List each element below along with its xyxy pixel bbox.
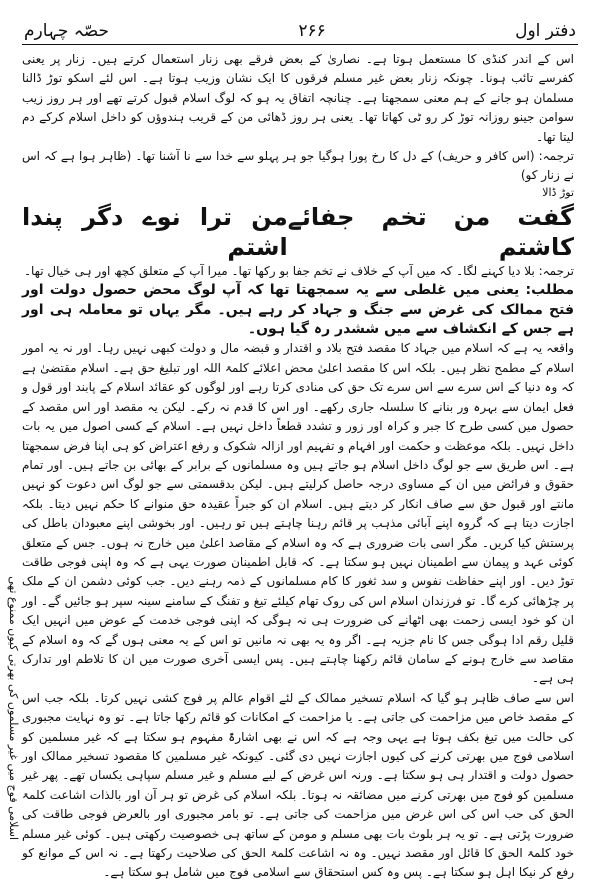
matlab-paragraph: مطلب: یعنی میں غلطی سے یہ سمجھتا تھا کہ آپ لوگ محض حصول دولت اور فتح ممالک کی غرض سے جنگ و جہاد کر رہے ہیں۔ مگر یہاں تو معاملہ ہی اور ہے جس کے انکشاف سے میں ششدر رہ گیا ہوں۔ (22, 282, 574, 338)
margin-note (2, 455, 22, 840)
margin-note-text: اسلامی فوج میں غیر مسلموں کی بھرتی کیوں ممنوع تھی (7, 576, 20, 840)
translation-1: ترجمہ: (اس کافر و حریف) کے دل کا رخ پورا ہوگیا جو ہر پہلو سے خدا سے نا آشنا تھا۔ (ظاہر ہوا ہے کہ اس نے زنار کو) (22, 149, 574, 183)
intro-paragraph: اس کے اندر کنڈی کا مستعمل ہوتا ہے۔ نصاریٰ کے بعض فرقے بھی زنار استعمال کرتے ہیں۔ زنار پر یعنی کفرسے تائب ہونا۔ چونکہ زنار بعض غیر مسلم فرقوں کا ایک نشان وزیب ہوتا ہے۔ اس لئے اسکو توڑ ڈالنا مسلمان ہو جانے کے ہم معنی سمجھتا ہے۔ چنانچہ اتفاق یہ ہو کہ لوگ اسلام قبول کرتے تھے اور ہر روز زیب سوامن جینو روزانہ توڑ کر رو ٹی کھاتا تھا۔ یعنی ہر روز ڈھائی من کے قریب ہندوؤں کو داخل اسلام کرکے دم لیتا تھا۔ (22, 52, 574, 144)
page-header (22, 14, 578, 45)
header-volume: دفتر اول (515, 21, 576, 41)
persian-verse (22, 202, 574, 262)
page-number: ۲۶۶ (298, 21, 326, 41)
body-paragraph-1: واقعہ یہ ہے کہ اسلام میں جہاد کا مقصد فتح بلاد و اقتدار و قبضہ مال و دولت کبھی نہیں رہا۔ اور نہ یہ امور اسلام کے مطمح نظر ہیں۔ بلکہ اس کا مقصد اعلیٰ محض اعلائے کلمۃ اللہ اور تبلیغ حق ہے۔ اسلام مقتضیٰ ہے کہ وہ دنیا کے اس سرے سے اس سرے تک حق کی منادی کرتا رہے اور لوگوں کو عقائد اسلام کے پابند اور قول و فعل ایمان سے بہرہ ور بنانے کا سلسلہ جاری رکھے۔ اور اس کا قدم نہ رکے۔ لیکن یہ مقصد اور اس مقصد کے حصول میں کسی طرح کا جبر و کراہ اور زور و تشدد قطعاً داخل نہیں ہے۔ اسلام کے کسی اصول میں یہ بات داخل نہیں۔ بلکہ موعظت و حکمت اور افہام و تفہیم اور ازالہ شکوک و رفع اعتراض کو ہی اپنا فرض سمجھتا ہے۔ اس طریق سے جو لوگ داخل اسلام ہو جاتے ہیں وہ مسلمانوں کے برابر کے بھائی بن جاتے ہیں۔ اور تمام حقوق و فرائض میں ان کے مساوی درجہ حاصل کرلیتے ہیں۔ لیکن بدقسمتی سے جو لوگ اس دعوت کو نہیں مانتے اور قبول حق سے صاف انکار کر دیتے ہیں۔ اسلام ان کو جبراً عقیدہ حق منوانے کا حکم نہیں دیتا۔ بلکہ اجازت دیتا ہے کہ گروہ اپنے آبائی مذہب پر قائم رہنا چاہتے ہیں تو رہیں۔ اور بخوشی اپنے معبودان باطل کی پرستش کیا کریں۔ مگر اسی بات ضروری ہے کہ وہ اسلام کے مقاصد اعلیٰ میں خارج نہ ہوں۔ جس کے متعلق کوئی عہد و پیمان سے اطمینان نہیں ہو سکتا ہے۔ کہ قابل اطمینان صورت یہی ہے کہ وہ اپنی فوجی طاقت توڑ دیں۔ اور اپنے حفاظت نفوس و سد ثغور کا کام مسلمانوں کے ذمہ رہنے دیں۔ جب کوئی دشمن ان کے ملک پر چڑھائی کرے گا۔ تو فرزندان اسلام اس کی روک تھام کیلئے تیغ و تفنگ کے سامنے سینہ سپر ہو جائیں گے۔ اور ان کو خود ایسی زحمت بھی اٹھانے کی ضرورت ہی نہ ہوگی کہ اپنی فوجی خدمت کے عوض میں انہیں ایک قلیل رقم ادا ہوگی جس کا نام جزیہ ہے۔ اگر وہ یہ بھی نہ مانیں تو اس کے یہ معنی ہوں گے کہ وہ اسلام کے مقاصد سے خارج ہونے کے سامان قائم رکھنا چاہتے ہیں۔ پس ایسی آخری صورت میں ان کا تلاطم اور تدارک ہی ہے۔ (22, 341, 574, 686)
body-paragraph-2: اس سے صاف ظاہر ہو گیا کہ اسلام تسخیر ممالک کے لئے اقوام عالم پر فوج کشی نہیں کرتا۔ بلکہ جب اس کے مقصد خاص میں مزاحمت کی جاتی ہے۔ یا مزاحمت کے امکانات کو قائم رکھا جاتا ہے۔ تو وہ نہایت مجبوری کی حالت میں تیغ بکف ہوتا ہے یہی وجہ ہے کہ اس نے بھی اشارۃً مفہوم ہو سکتا ہے کہ غیر مسلمین کو اسلامی فوج میں بھرتی کرنے کی کیوں اجازت نہیں دی گئی۔ کیونکہ غیر مسلمین کا مقصود تسخیر ممالک اور حصول دولت و اقتدار ہی ہو سکتا ہے۔ ورنہ اس غرض کے لیے مسلم و غیر مسلم سپاہی یکساں تھے۔ پھر غیر مسلمین کو فوج میں بھرتی کرنے میں مضائقہ نہ ہوتا۔ بلکہ اسلام کی غرض تو ہر آن اور بالذات اشاعت کلمۃ الحق کی حب اس کی اس غرض میں مزاحمت کی جاتی ہے۔ تو بامر مجبوری اور بالعرض فوجی طاقت کی ضرورت پڑتی ہے۔ تو یہ ہر بلوث بات بھی مسلم و مومن کے ساتھ ہی خصوصیت رکھتی ہیں۔ کوئی غیر مسلم خود کلمۃ الحق کا قائل اور مقصد نہیں۔ وہ نہ اشاعت کلمۃ الحق کی صلاحیت رکھتا ہے۔ نہ اس کے موانع کو رفع کر نیکا اہل ہو سکتا ہے۔ پس وہ کس استحقاق سے اسلامی فوج میں شامل ہو سکتا ہے۔ (22, 690, 574, 880)
page-body (22, 50, 574, 883)
verse-lead: توڑ ڈالا (542, 185, 574, 199)
header-part: حصّہ چہارم (24, 21, 109, 41)
verse-right-hemistich: گفت من تخم جفائے کاشتم (287, 202, 574, 261)
verse-left-hemistich: من ترا نوے دگر پندا اشتم (22, 202, 288, 261)
translation-2: ترجمہ: بلا دیا کہنے لگا۔ کہ میں آپ کے خلاف نے تخم جفا بو رکھا تھا۔ میرا آپ کے متعلق کچھ اور ہی خیال تھا۔ (23, 263, 574, 278)
